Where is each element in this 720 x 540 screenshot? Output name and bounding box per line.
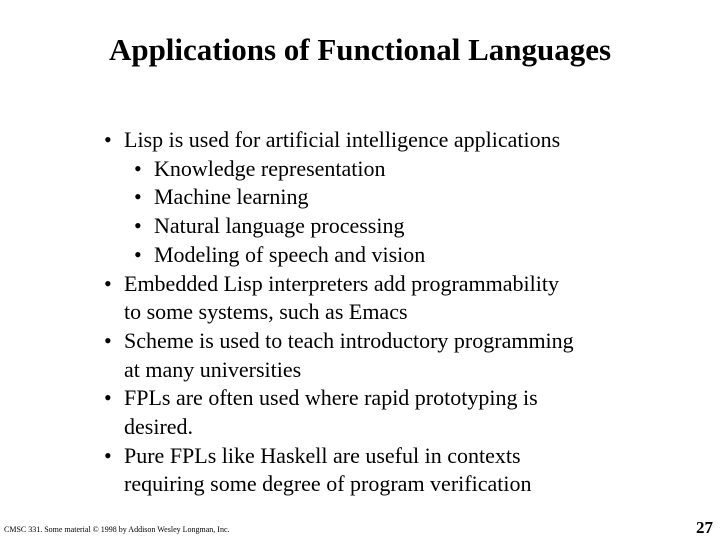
sub-bullet-item [134, 241, 664, 270]
bullet-text-line: Scheme is used to teach introductory programming [124, 327, 574, 353]
bullet-text-line: Machine learning [154, 184, 309, 210]
bullet-glyph: • [104, 327, 112, 353]
bullet-text-line: desired. [124, 414, 194, 440]
bullet-glyph: • [104, 442, 112, 468]
bullet-text-line: Modeling of speech and vision [154, 241, 426, 267]
bullet-text-line: FPLs are often used where rapid prototyping is [124, 385, 538, 411]
slide-title: Applications of Functional Languages [108, 32, 612, 67]
sub-bullet-item [134, 155, 664, 184]
bullet-glyph: • [104, 270, 112, 296]
sub-bullet-item [134, 212, 664, 241]
bullet-list [104, 126, 664, 499]
bullet-text-line: to some systems, such as Emacs [124, 299, 408, 325]
bullet-glyph: • [104, 385, 112, 411]
bullet-glyph: • [104, 127, 112, 152]
bullet-item [104, 327, 664, 384]
bullet-glyph: • [134, 155, 142, 181]
bullet-text-line: Lisp is used for artificial intelligence applications [124, 127, 561, 152]
bullet-text-line: Embedded Lisp interpreters add programmability [124, 270, 559, 296]
bullet-text-line: at many universities [124, 356, 302, 382]
bullet-text-line: Pure FPLs like Haskell are useful in contexts [124, 442, 521, 468]
bullet-item [104, 442, 664, 499]
bullet-item [104, 126, 664, 155]
bullet-text-line: Natural language processing [154, 213, 405, 239]
bullet-glyph: • [134, 213, 142, 239]
bullet-text-line: Knowledge representation [154, 155, 386, 181]
bullet-item [104, 270, 664, 327]
bullet-glyph: • [134, 184, 142, 210]
bullet-text-line: requiring some degree of program verification [124, 471, 532, 497]
page-number: 27 [696, 518, 713, 537]
bullet-item [104, 384, 664, 441]
bullet-glyph: • [134, 241, 142, 267]
sub-bullet-item [134, 183, 664, 212]
footer-copyright: CMSC 331. Some material © 1998 by Addison Wesley Longman, Inc. [4, 525, 230, 534]
